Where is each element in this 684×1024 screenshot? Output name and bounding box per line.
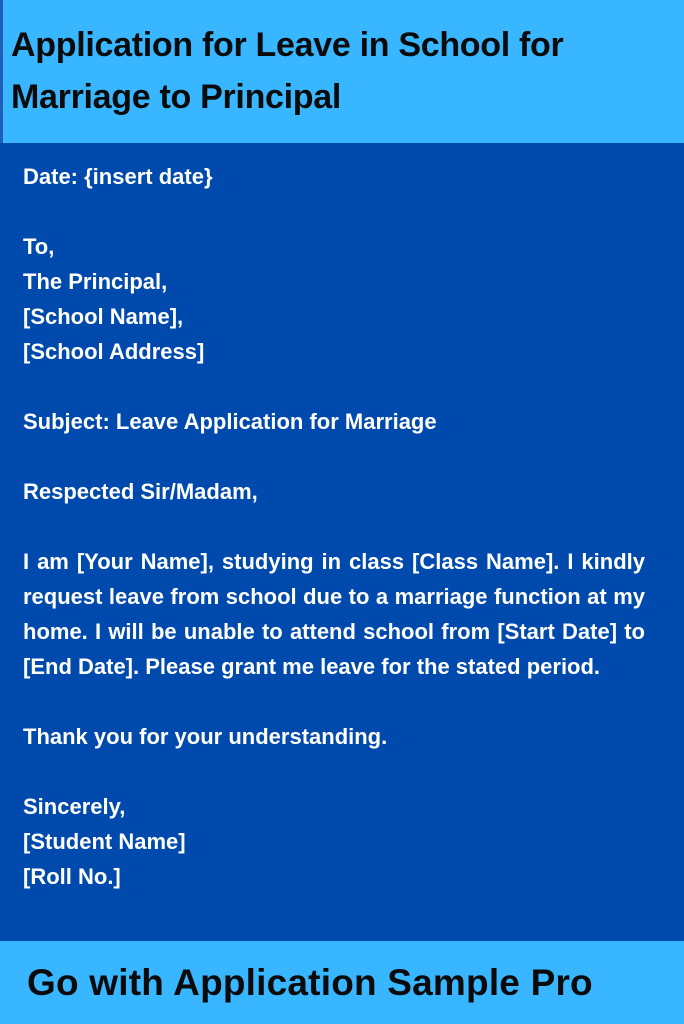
letter-subject: Subject: Leave Application for Marriage bbox=[23, 409, 437, 434]
spacer bbox=[23, 509, 645, 544]
letter-paragraph: I am [Your Name], studying in class [Class Name]. I kindly request leave from school due to a marriage function at my home. I will be unable to attend school from [Start Date] to [End Date]. Please grant me leave for the stated period. bbox=[23, 549, 645, 679]
footer-banner bbox=[0, 941, 684, 1024]
spacer bbox=[23, 439, 645, 474]
spacer bbox=[23, 754, 645, 789]
letter-body bbox=[23, 159, 645, 894]
letter-school-address: [School Address] bbox=[23, 339, 205, 364]
letter-roll-no: [Roll No.] bbox=[23, 864, 121, 889]
letter-student-name: [Student Name] bbox=[23, 829, 186, 854]
page-title bbox=[11, 19, 674, 123]
spacer bbox=[23, 194, 645, 229]
letter-school-name: [School Name], bbox=[23, 304, 184, 329]
spacer bbox=[23, 369, 645, 404]
letter-thanks: Thank you for your understanding. bbox=[23, 724, 388, 749]
letter-to: To, bbox=[23, 234, 55, 259]
letter-date: Date: {insert date} bbox=[23, 164, 213, 189]
title-line-1: Application for Leave in School for bbox=[11, 26, 564, 64]
title-line-2: Marriage to Principal bbox=[11, 78, 342, 116]
spacer bbox=[23, 684, 645, 719]
letter-recipient: The Principal, bbox=[23, 269, 168, 294]
footer-brand-text: Go with Application Sample Pro bbox=[27, 961, 593, 1003]
letter-closing: Sincerely, bbox=[23, 794, 126, 819]
letter-salutation: Respected Sir/Madam, bbox=[23, 479, 258, 504]
title-banner bbox=[0, 0, 684, 143]
